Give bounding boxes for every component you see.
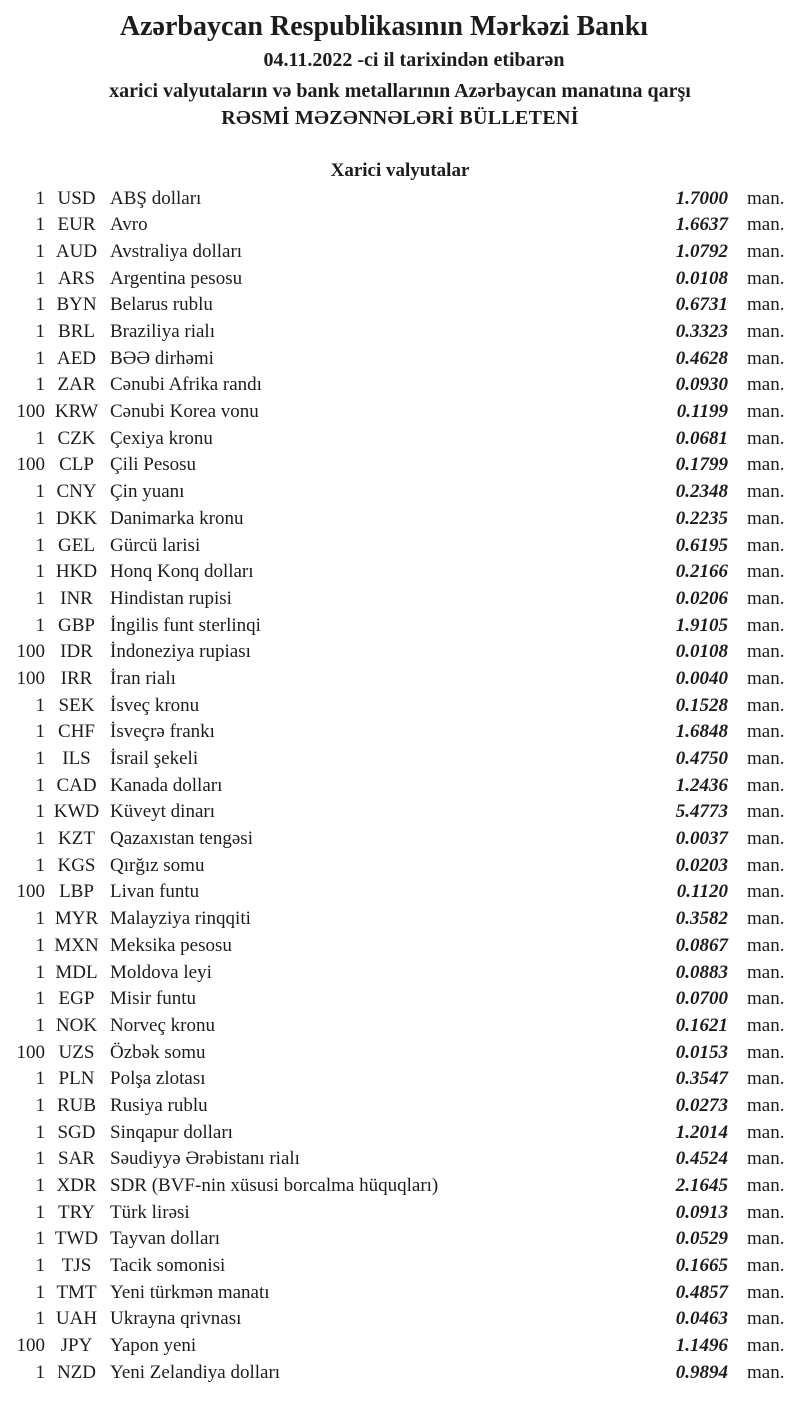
currency-code: TJS	[61, 1255, 92, 1277]
currency-code: MDL	[55, 961, 98, 983]
currency-quantity: 1	[35, 828, 45, 850]
currency-quantity: 1	[35, 961, 45, 983]
table-row	[0, 962, 800, 989]
currency-code: TWD	[54, 1228, 99, 1250]
table-row	[0, 1095, 800, 1122]
currency-quantity: 1	[35, 294, 45, 316]
currency-quantity: 1	[35, 240, 45, 262]
unit-label: man.	[747, 694, 785, 716]
unit-label: man.	[747, 828, 785, 850]
unit-label: man.	[747, 1335, 785, 1357]
currency-name: Yeni Zelandiya dolları	[110, 1361, 281, 1383]
currency-quantity: 1	[35, 908, 45, 930]
currency-quantity: 1	[35, 1014, 45, 1036]
table-row	[0, 721, 800, 748]
currency-name: Polşa zlotası	[110, 1068, 206, 1090]
unit-label: man.	[747, 1201, 785, 1223]
rate-value: 1.6848	[675, 721, 728, 743]
rate-value: 0.4857	[675, 1281, 728, 1303]
unit-label: man.	[747, 988, 785, 1010]
rate-value: 1.7000	[675, 187, 728, 209]
unit-label: man.	[747, 1014, 785, 1036]
rate-value: 0.0681	[675, 427, 728, 449]
currency-name: ABŞ dolları	[110, 187, 202, 209]
currency-code: ZAR	[57, 374, 96, 396]
currency-name: İsveçrə frankı	[110, 721, 215, 743]
currency-name: Türk lirəsi	[110, 1201, 190, 1223]
unit-label: man.	[747, 934, 785, 956]
table-row	[0, 828, 800, 855]
rate-value: 0.0273	[675, 1094, 728, 1116]
currency-name: Avro	[110, 214, 148, 236]
currency-name: Tacik somonisi	[110, 1255, 226, 1277]
unit-label: man.	[747, 427, 785, 449]
currency-name: Səudiyyə Ərəbistanı rialı	[110, 1148, 300, 1170]
table-row	[0, 1068, 800, 1095]
currency-name: Yapon yeni	[110, 1335, 197, 1357]
section-title-foreign-currencies: Xarici valyutalar	[330, 159, 470, 181]
rate-value: 0.1799	[675, 454, 728, 476]
currency-name: BƏƏ dirhəmi	[110, 347, 214, 369]
rate-value: 0.4628	[675, 347, 728, 369]
table-row	[0, 1255, 800, 1282]
unit-label: man.	[747, 507, 785, 529]
unit-label: man.	[747, 561, 785, 583]
unit-label: man.	[747, 374, 785, 396]
currency-quantity: 1	[35, 1201, 45, 1223]
table-row	[0, 268, 800, 295]
currency-code: IDR	[60, 641, 93, 663]
currency-quantity: 1	[35, 481, 45, 503]
effective-date-line: 04.11.2022 -ci il tarixindən etibarən	[263, 48, 565, 71]
unit-label: man.	[747, 401, 785, 423]
rate-value: 1.1496	[675, 1335, 728, 1357]
rate-value: 0.2235	[675, 507, 728, 529]
currency-quantity: 1	[35, 561, 45, 583]
table-row	[0, 1042, 800, 1069]
table-row	[0, 908, 800, 935]
unit-label: man.	[747, 641, 785, 663]
currency-name: Moldova leyi	[110, 961, 212, 983]
currency-code: AUD	[55, 240, 98, 262]
table-row	[0, 188, 800, 215]
rate-value: 0.9894	[675, 1361, 728, 1383]
currency-quantity: 1	[35, 774, 45, 796]
currency-code: CHF	[58, 721, 95, 743]
table-row	[0, 1335, 800, 1362]
rate-value: 0.0206	[675, 587, 728, 609]
table-row	[0, 748, 800, 775]
table-row	[0, 1122, 800, 1149]
currency-code: MYR	[54, 908, 99, 930]
currency-code: INR	[60, 587, 93, 609]
table-row	[0, 241, 800, 268]
currency-quantity: 1	[35, 1068, 45, 1090]
currency-quantity: 1	[35, 1281, 45, 1303]
currency-quantity: 1	[35, 587, 45, 609]
unit-label: man.	[747, 1361, 785, 1383]
table-row	[0, 588, 800, 615]
rate-value: 1.2014	[675, 1121, 728, 1143]
rate-value: 0.1120	[676, 881, 728, 903]
unit-label: man.	[747, 267, 785, 289]
bank-title: Azərbaycan Respublikasının Mərkəzi Bankı	[119, 11, 649, 42]
currency-name: Cənubi Korea vonu	[110, 401, 259, 423]
unit-label: man.	[747, 1255, 785, 1277]
currency-quantity: 1	[35, 1121, 45, 1143]
currency-code: LBP	[59, 881, 94, 903]
currency-code: DKK	[55, 507, 98, 529]
currency-quantity: 100	[16, 667, 45, 689]
currency-code: HKD	[55, 561, 98, 583]
currency-quantity: 1	[35, 1308, 45, 1330]
currency-code: SAR	[58, 1148, 95, 1170]
currency-code: BRL	[58, 321, 95, 343]
currency-quantity: 1	[35, 1361, 45, 1383]
bulletin-header	[0, 0, 800, 130]
unit-label: man.	[747, 454, 785, 476]
unit-label: man.	[747, 1228, 785, 1250]
unit-label: man.	[747, 667, 785, 689]
currency-name: Avstraliya dolları	[110, 240, 243, 262]
rate-value: 1.0792	[675, 240, 728, 262]
currency-quantity: 1	[35, 187, 45, 209]
currency-name: Çili Pesosu	[110, 454, 197, 476]
unit-label: man.	[747, 908, 785, 930]
currency-quantity: 100	[16, 641, 45, 663]
currency-name: Belarus rublu	[110, 294, 213, 316]
rate-value: 0.0108	[675, 267, 728, 289]
currency-quantity: 1	[35, 854, 45, 876]
currency-name: Meksika pesosu	[110, 934, 232, 956]
currency-quantity: 1	[35, 934, 45, 956]
currency-code: EGP	[58, 988, 95, 1010]
rate-value: 0.0037	[675, 828, 728, 850]
rate-value: 0.4750	[675, 748, 728, 770]
table-row	[0, 401, 800, 428]
currency-name: İngilis funt sterlinqi	[110, 614, 261, 636]
unit-label: man.	[747, 481, 785, 503]
unit-label: man.	[747, 347, 785, 369]
currency-code: CLP	[59, 454, 94, 476]
currency-quantity: 100	[16, 454, 45, 476]
rate-value: 0.1621	[675, 1014, 728, 1036]
currency-name: Argentina pesosu	[110, 267, 243, 289]
currency-quantity: 1	[35, 374, 45, 396]
currency-code: SEK	[58, 694, 95, 716]
table-row	[0, 641, 800, 668]
rate-value: 0.0153	[675, 1041, 728, 1063]
currency-code: KRW	[54, 401, 99, 423]
currency-name: Rusiya rublu	[110, 1094, 208, 1116]
currency-code: CNY	[56, 481, 97, 503]
rate-value: 0.0203	[675, 854, 728, 876]
unit-label: man.	[747, 214, 785, 236]
table-row	[0, 668, 800, 695]
unit-label: man.	[747, 774, 785, 796]
currency-name: Qazaxıstan tengəsi	[110, 828, 253, 850]
table-row	[0, 374, 800, 401]
unit-label: man.	[747, 587, 785, 609]
table-row	[0, 935, 800, 962]
currency-code: ARS	[58, 267, 95, 289]
unit-label: man.	[747, 187, 785, 209]
unit-label: man.	[747, 1148, 785, 1170]
currency-quantity: 1	[35, 694, 45, 716]
unit-label: man.	[747, 294, 785, 316]
table-row	[0, 294, 800, 321]
table-row	[0, 454, 800, 481]
table-row	[0, 988, 800, 1015]
table-row	[0, 881, 800, 908]
table-row	[0, 1202, 800, 1229]
unit-label: man.	[747, 1041, 785, 1063]
currency-name: Qırğız somu	[110, 854, 205, 876]
currency-quantity: 1	[35, 214, 45, 236]
currency-name: Kanada dolları	[110, 774, 223, 796]
currency-quantity: 100	[16, 1335, 45, 1357]
currency-code: KWD	[53, 801, 100, 823]
table-row	[0, 1015, 800, 1042]
rate-value: 1.6637	[675, 214, 728, 236]
currency-name: Misir funtu	[110, 988, 197, 1010]
table-row	[0, 428, 800, 455]
currency-name: Honq Konq dolları	[110, 561, 254, 583]
rate-value: 0.0700	[675, 988, 728, 1010]
currency-name: Malayziya rinqqiti	[110, 908, 251, 930]
bulletin-subtitle: xarici valyutaların və bank metallarının Azərbaycan manatına qarşı	[109, 79, 691, 102]
currency-code: CAD	[56, 774, 97, 796]
table-row	[0, 1362, 800, 1389]
rate-value: 0.0529	[675, 1228, 728, 1250]
table-row	[0, 695, 800, 722]
rate-value: 0.2348	[675, 481, 728, 503]
currency-quantity: 1	[35, 721, 45, 743]
currency-name: Özbək somu	[110, 1041, 206, 1063]
currency-quantity: 100	[16, 401, 45, 423]
table-row	[0, 348, 800, 375]
currency-name: İndoneziya rupiası	[110, 641, 251, 663]
currency-code: SGD	[57, 1121, 96, 1143]
currency-quantity: 1	[35, 507, 45, 529]
currency-code: KZT	[58, 828, 95, 850]
currency-code: XDR	[56, 1175, 97, 1197]
currency-code: NOK	[55, 1014, 98, 1036]
table-row	[0, 1228, 800, 1255]
currency-name: Sinqapur dolları	[110, 1121, 233, 1143]
currency-code: EUR	[57, 214, 96, 236]
currency-name: Tayvan dolları	[110, 1228, 220, 1250]
table-row	[0, 775, 800, 802]
currency-code: ILS	[62, 748, 91, 770]
rate-value: 0.0883	[675, 961, 728, 983]
currency-code: IRR	[60, 667, 93, 689]
rate-value: 0.0108	[675, 641, 728, 663]
currency-code: KGS	[57, 854, 96, 876]
currency-name: İran rialı	[110, 667, 176, 689]
rate-value: 0.4524	[675, 1148, 728, 1170]
rate-value: 0.1528	[675, 694, 728, 716]
currency-code: TMT	[56, 1281, 97, 1303]
rate-value: 2.1645	[675, 1175, 728, 1197]
unit-label: man.	[747, 801, 785, 823]
unit-label: man.	[747, 881, 785, 903]
table-row	[0, 1175, 800, 1202]
rate-value: 0.0040	[675, 667, 728, 689]
currency-quantity: 100	[16, 1041, 45, 1063]
currency-code: JPY	[60, 1335, 93, 1357]
unit-label: man.	[747, 534, 785, 556]
currency-code: RUB	[56, 1094, 97, 1116]
currency-code: GBP	[58, 614, 95, 636]
unit-label: man.	[747, 961, 785, 983]
rate-value: 0.2166	[675, 561, 728, 583]
currency-name: Cənubi Afrika randı	[110, 374, 262, 396]
currency-quantity: 1	[35, 801, 45, 823]
currency-quantity: 1	[35, 1228, 45, 1250]
rate-value: 1.9105	[675, 614, 728, 636]
currency-code: AED	[56, 347, 97, 369]
rate-value: 0.0867	[675, 934, 728, 956]
currency-code: BYN	[56, 294, 97, 316]
table-row	[0, 615, 800, 642]
currency-name: İsveç kronu	[110, 694, 200, 716]
rate-value: 1.2436	[675, 774, 728, 796]
rate-value: 0.3547	[675, 1068, 728, 1090]
table-row	[0, 321, 800, 348]
currency-code: MXN	[54, 934, 99, 956]
unit-label: man.	[747, 1308, 785, 1330]
unit-label: man.	[747, 748, 785, 770]
currency-quantity: 1	[35, 988, 45, 1010]
currency-name: Küveyt dinarı	[110, 801, 216, 823]
table-row	[0, 1148, 800, 1175]
rate-value: 0.1199	[676, 401, 728, 423]
currency-code: USD	[57, 187, 96, 209]
currency-name: Hindistan rupisi	[110, 587, 232, 609]
table-row	[0, 508, 800, 535]
table-row	[0, 1308, 800, 1335]
currency-name: Yeni türkmən manatı	[110, 1281, 270, 1303]
unit-label: man.	[747, 1068, 785, 1090]
currency-code: CZK	[57, 427, 96, 449]
table-row	[0, 535, 800, 562]
rate-value: 0.3323	[675, 321, 728, 343]
rate-value: 0.6731	[675, 294, 728, 316]
rate-value: 5.4773	[675, 801, 728, 823]
unit-label: man.	[747, 1175, 785, 1197]
currency-quantity: 1	[35, 427, 45, 449]
unit-label: man.	[747, 721, 785, 743]
unit-label: man.	[747, 614, 785, 636]
table-row	[0, 801, 800, 828]
currency-quantity: 1	[35, 321, 45, 343]
currency-quantity: 1	[35, 1148, 45, 1170]
table-row	[0, 561, 800, 588]
currency-quantity: 1	[35, 1255, 45, 1277]
currency-code: UAH	[55, 1308, 98, 1330]
currency-quantity: 1	[35, 614, 45, 636]
currency-code: NZD	[56, 1361, 97, 1383]
currency-name: Braziliya rialı	[110, 321, 215, 343]
rate-value: 0.1665	[675, 1255, 728, 1277]
rate-value: 0.0930	[675, 374, 728, 396]
table-row	[0, 214, 800, 241]
currency-code: GEL	[58, 534, 95, 556]
currency-code: TRY	[58, 1201, 95, 1223]
currency-code: PLN	[58, 1068, 95, 1090]
rate-value: 0.0463	[675, 1308, 728, 1330]
currency-quantity: 1	[35, 1175, 45, 1197]
unit-label: man.	[747, 240, 785, 262]
currency-quantity: 1	[35, 748, 45, 770]
rate-value: 0.0913	[675, 1201, 728, 1223]
currency-name: Çin yuanı	[110, 481, 185, 503]
table-row	[0, 1282, 800, 1309]
currency-quantity: 1	[35, 534, 45, 556]
currency-quantity: 100	[16, 881, 45, 903]
unit-label: man.	[747, 854, 785, 876]
currency-name: Norveç kronu	[110, 1014, 215, 1036]
unit-label: man.	[747, 1121, 785, 1143]
currency-name: İsrail şekeli	[110, 748, 199, 770]
unit-label: man.	[747, 1094, 785, 1116]
currency-quantity: 1	[35, 1094, 45, 1116]
unit-label: man.	[747, 1281, 785, 1303]
currency-name: Çexiya kronu	[110, 427, 213, 449]
table-row	[0, 481, 800, 508]
unit-label: man.	[747, 321, 785, 343]
currency-name: Livan funtu	[110, 881, 200, 903]
currency-quantity: 1	[35, 267, 45, 289]
currency-name: Gürcü larisi	[110, 534, 201, 556]
bulletin-title: RƏSMİ MƏZƏNNƏLƏRİ BÜLLETENİ	[221, 106, 579, 129]
currency-name: Ukrayna qrivnası	[110, 1308, 242, 1330]
currency-code: UZS	[58, 1041, 95, 1063]
rate-value: 0.6195	[675, 534, 728, 556]
exchange-rates-table	[0, 188, 800, 1389]
currency-name: SDR (BVF-nin xüsusi borcalma hüquqları)	[110, 1175, 439, 1197]
rate-value: 0.3582	[675, 908, 728, 930]
table-row	[0, 855, 800, 882]
currency-name: Danimarka kronu	[110, 507, 244, 529]
currency-quantity: 1	[35, 347, 45, 369]
